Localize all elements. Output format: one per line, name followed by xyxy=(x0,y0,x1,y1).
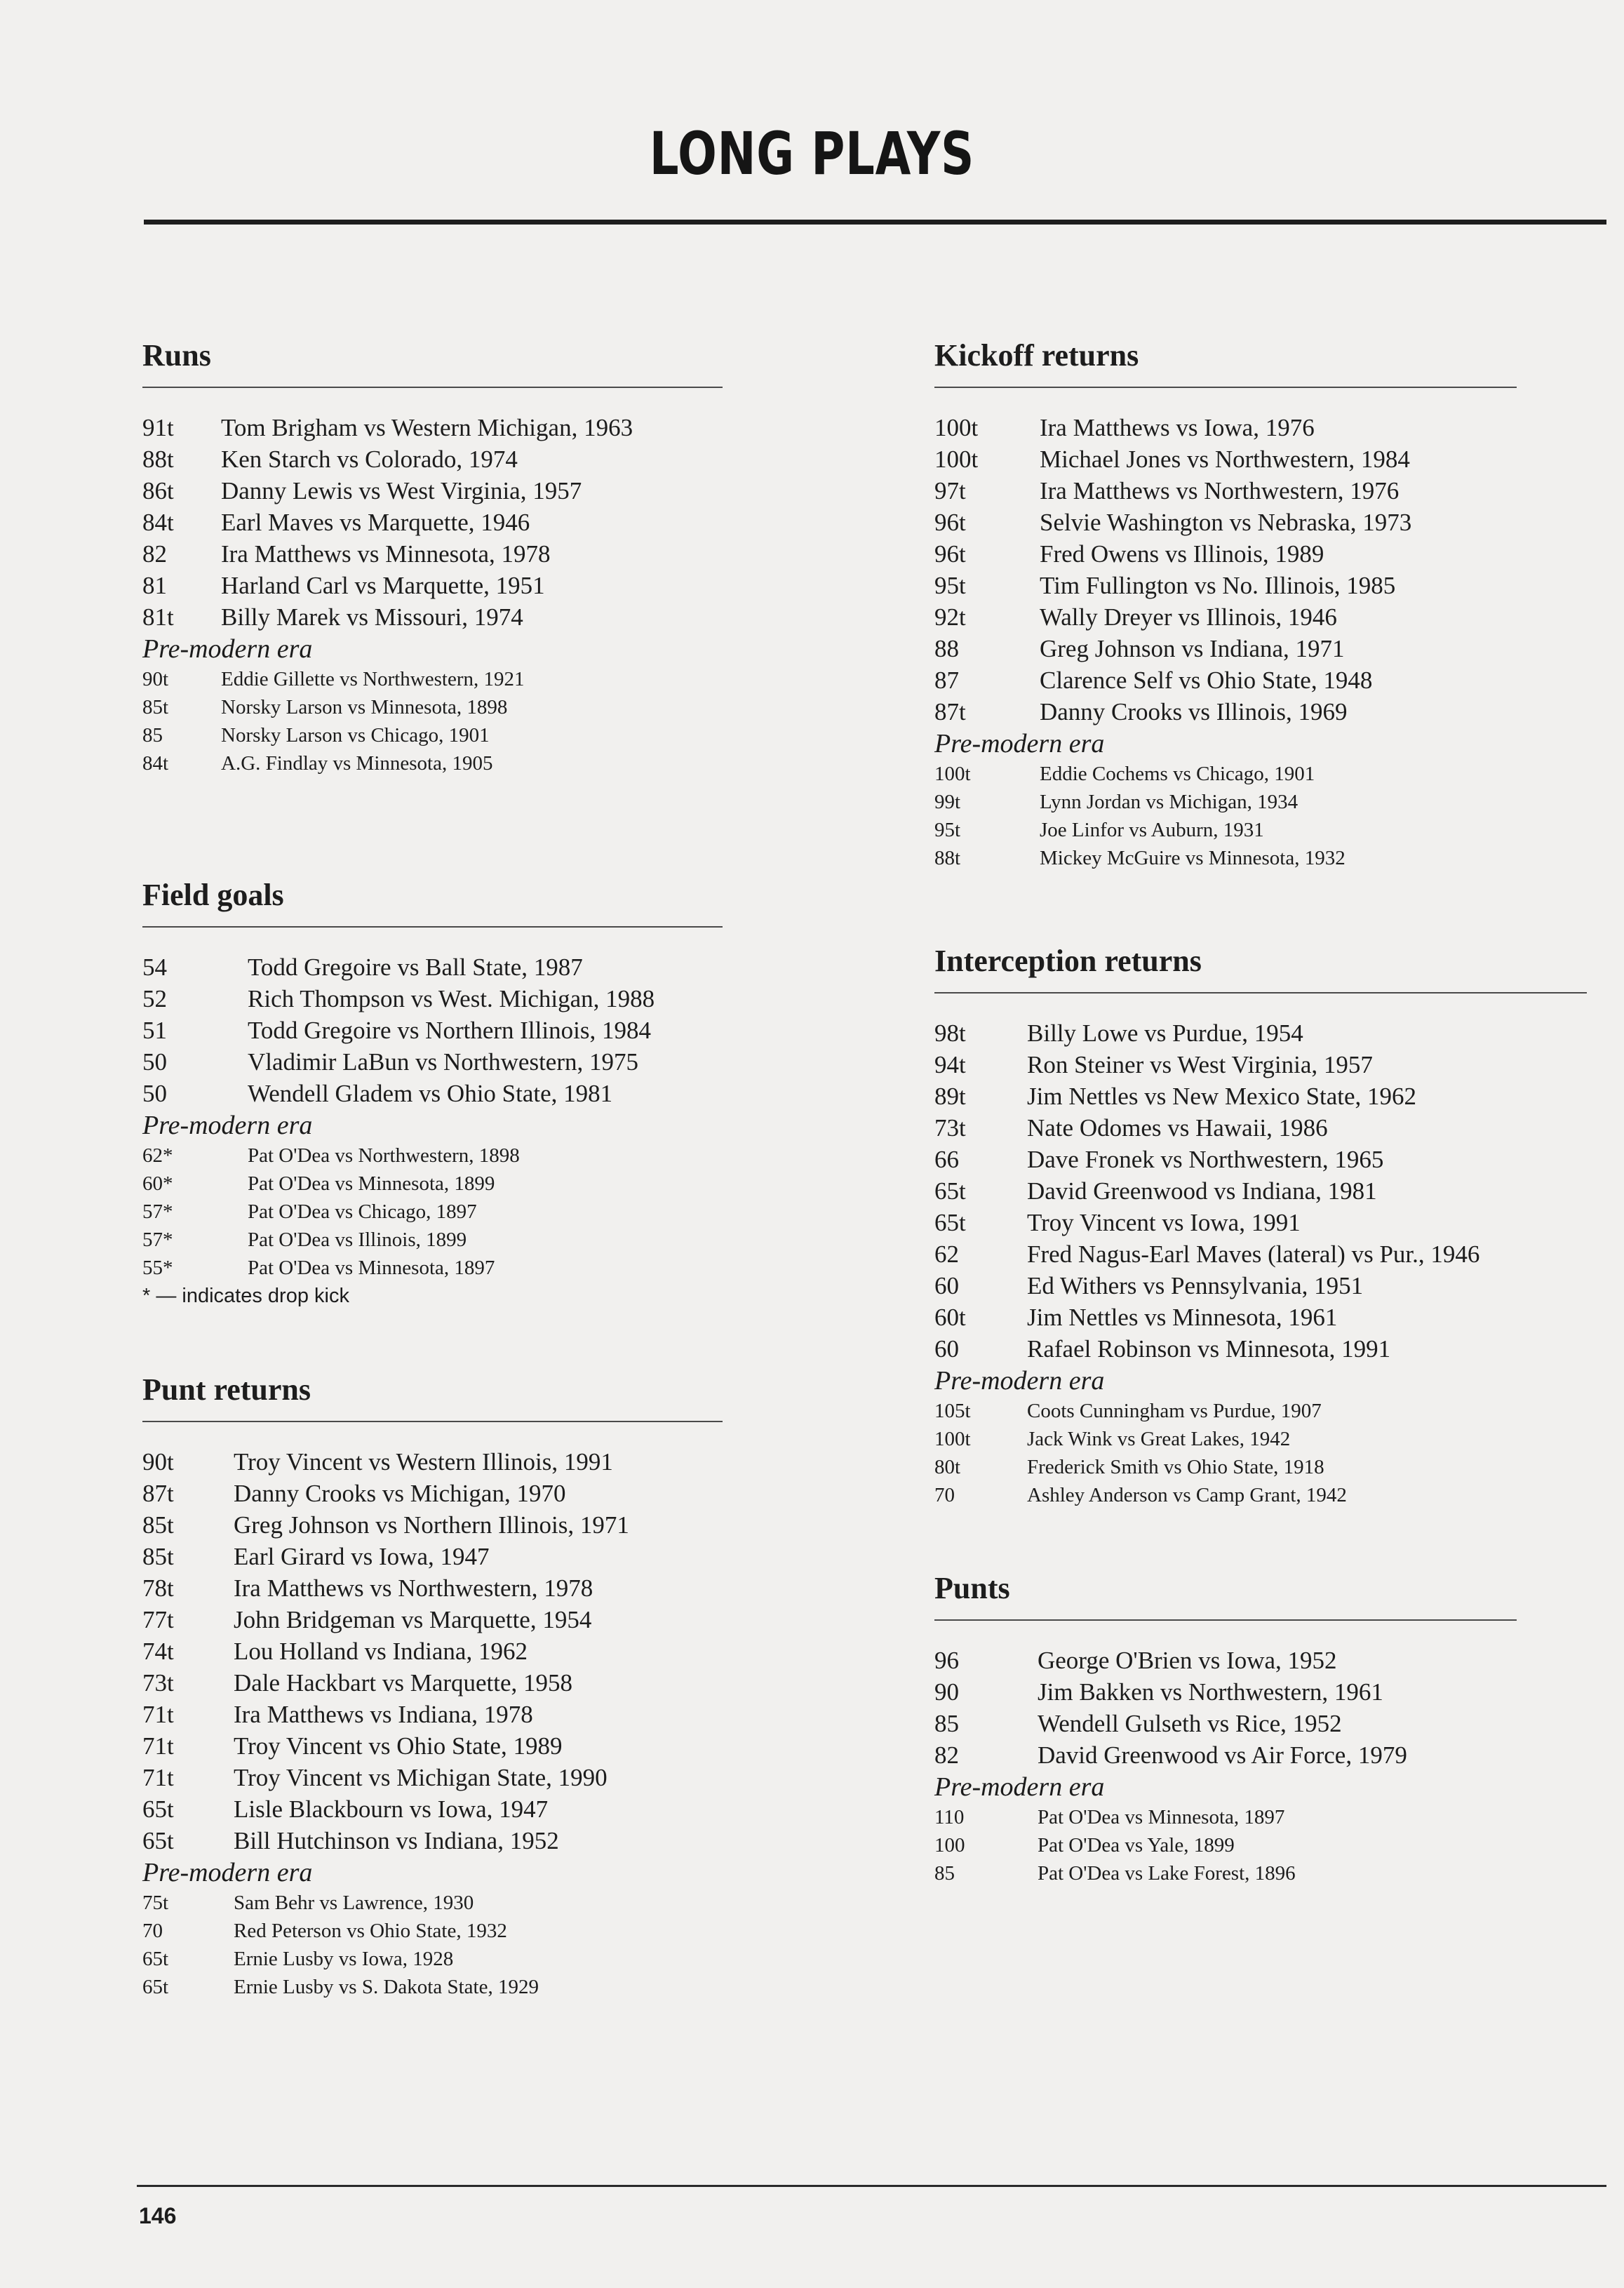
yards-value: 50 xyxy=(142,1080,167,1107)
yards-value: 85t xyxy=(142,696,169,718)
play-description: Troy Vincent vs Iowa, 1991 xyxy=(1027,1209,1301,1236)
play-description: A.G. Findlay vs Minnesota, 1905 xyxy=(221,752,493,775)
yards-value: 84t xyxy=(142,509,174,536)
pre-modern-era-label: Pre-modern era xyxy=(934,1366,1105,1396)
section-rule xyxy=(934,387,1517,388)
play-row xyxy=(934,1175,1587,1207)
play-description: Earl Maves vs Marquette, 1946 xyxy=(221,509,530,536)
yards-value: 57* xyxy=(142,1229,173,1251)
yards-value: 74t xyxy=(142,1638,174,1665)
play-description: Selvie Washington vs Nebraska, 1973 xyxy=(1040,509,1412,536)
play-row xyxy=(142,1446,723,1478)
era-play-row xyxy=(934,1425,1587,1453)
play-row xyxy=(142,1509,723,1541)
yards-value: 88 xyxy=(934,635,959,662)
play-description: Dave Fronek vs Northwestern, 1965 xyxy=(1027,1146,1384,1173)
yards-value: 85 xyxy=(142,724,163,747)
play-description: George O'Brien vs Iowa, 1952 xyxy=(1038,1647,1337,1674)
play-row xyxy=(142,1015,723,1046)
play-row xyxy=(142,1793,723,1825)
play-row xyxy=(142,1078,723,1109)
play-description: Greg Johnson vs Indiana, 1971 xyxy=(1040,635,1345,662)
play-row xyxy=(142,1604,723,1635)
play-description: Troy Vincent vs Ohio State, 1989 xyxy=(234,1732,563,1760)
play-description: Pat O'Dea vs Illinois, 1899 xyxy=(248,1229,467,1251)
era-play-row xyxy=(142,665,723,693)
play-row xyxy=(142,601,723,633)
play-row xyxy=(934,1645,1517,1676)
section-rule xyxy=(934,1619,1517,1621)
yards-value: 87 xyxy=(934,667,959,694)
yards-value: 88t xyxy=(934,847,961,869)
yards-value: 94t xyxy=(934,1051,966,1078)
section-rule xyxy=(142,387,723,388)
play-description: Norsky Larson vs Minnesota, 1898 xyxy=(221,696,508,718)
play-description: Jim Bakken vs Northwestern, 1961 xyxy=(1038,1678,1383,1706)
yards-value: 70 xyxy=(934,1484,955,1506)
yards-value: 85 xyxy=(934,1710,959,1737)
era-play-row xyxy=(142,1198,723,1226)
yards-value: 86t xyxy=(142,477,174,504)
section-heading: Interception returns xyxy=(934,944,1202,978)
era-play-row xyxy=(142,1917,723,1945)
play-row xyxy=(142,1572,723,1604)
yards-value: 92t xyxy=(934,603,966,631)
pre-modern-era-label: Pre-modern era xyxy=(142,1111,313,1140)
yards-value: 66 xyxy=(934,1146,959,1173)
yards-value: 81 xyxy=(142,572,167,599)
era-play-row xyxy=(142,749,723,777)
play-row xyxy=(934,475,1517,507)
play-description: Rich Thompson vs West. Michigan, 1988 xyxy=(248,985,655,1012)
play-description: Pat O'Dea vs Yale, 1899 xyxy=(1038,1834,1235,1857)
play-description: Pat O'Dea vs Minnesota, 1897 xyxy=(248,1257,495,1279)
play-description: Ernie Lusby vs S. Dakota State, 1929 xyxy=(234,1976,539,1998)
era-play-row xyxy=(934,1453,1587,1481)
play-row xyxy=(142,1699,723,1730)
yards-value: 78t xyxy=(142,1574,174,1602)
play-description: Rafael Robinson vs Minnesota, 1991 xyxy=(1027,1335,1391,1363)
play-description: Ira Matthews vs Iowa, 1976 xyxy=(1040,414,1315,441)
play-description: Ira Matthews vs Northwestern, 1976 xyxy=(1040,477,1400,504)
play-description: Pat O'Dea vs Minnesota, 1899 xyxy=(248,1172,495,1195)
play-description: John Bridgeman vs Marquette, 1954 xyxy=(234,1606,592,1633)
yards-value: 110 xyxy=(934,1806,965,1828)
play-row xyxy=(934,443,1517,475)
yards-value: 90t xyxy=(142,1448,174,1476)
yards-value: 71t xyxy=(142,1764,174,1791)
play-description: Ken Starch vs Colorado, 1974 xyxy=(221,446,518,473)
play-description: Ira Matthews vs Northwestern, 1978 xyxy=(234,1574,593,1602)
pre-modern-era-label: Pre-modern era xyxy=(142,1858,313,1887)
bottom-rule xyxy=(137,2185,1606,2187)
play-description: Harland Carl vs Marquette, 1951 xyxy=(221,572,545,599)
yards-value: 96t xyxy=(934,509,966,536)
play-row xyxy=(934,1049,1587,1081)
play-row xyxy=(142,475,723,507)
play-row xyxy=(142,570,723,601)
era-play-row xyxy=(934,1481,1587,1509)
yards-value: 75t xyxy=(142,1892,169,1914)
play-description: Eddie Gillette vs Northwestern, 1921 xyxy=(221,668,525,690)
play-description: Ira Matthews vs Indiana, 1978 xyxy=(234,1701,533,1728)
play-row xyxy=(142,443,723,475)
pre-modern-era-label: Pre-modern era xyxy=(142,634,313,664)
yards-value: 60* xyxy=(142,1172,173,1195)
play-description: Billy Marek vs Missouri, 1974 xyxy=(221,603,523,631)
play-row xyxy=(934,696,1517,728)
play-description: Troy Vincent vs Michigan State, 1990 xyxy=(234,1764,608,1791)
section-heading: Runs xyxy=(142,338,211,373)
play-description: Tim Fullington vs No. Illinois, 1985 xyxy=(1040,572,1396,599)
pre-modern-era-label: Pre-modern era xyxy=(934,729,1105,758)
yards-value: 65t xyxy=(934,1177,966,1205)
play-description: Pat O'Dea vs Northwestern, 1898 xyxy=(248,1144,520,1167)
play-row xyxy=(142,951,723,983)
section-punt-returns xyxy=(142,1369,723,2001)
section-rule xyxy=(142,926,723,928)
play-description: Joe Linfor vs Auburn, 1931 xyxy=(1040,819,1264,841)
play-row xyxy=(934,664,1517,696)
yards-value: 98t xyxy=(934,1019,966,1047)
play-description: Greg Johnson vs Northern Illinois, 1971 xyxy=(234,1511,629,1539)
section-kickoff-returns xyxy=(934,335,1517,872)
yards-value: 65t xyxy=(934,1209,966,1236)
play-description: David Greenwood vs Indiana, 1981 xyxy=(1027,1177,1377,1205)
yards-value: 90t xyxy=(142,668,169,690)
play-row xyxy=(934,1333,1587,1365)
play-row xyxy=(934,412,1517,443)
section-heading: Punts xyxy=(934,1571,1010,1605)
play-description: Coots Cunningham vs Purdue, 1907 xyxy=(1027,1400,1322,1422)
play-description: Pat O'Dea vs Chicago, 1897 xyxy=(248,1200,477,1223)
era-play-row xyxy=(934,1397,1587,1425)
play-description: David Greenwood vs Air Force, 1979 xyxy=(1038,1741,1407,1769)
play-row xyxy=(142,1762,723,1793)
yards-value: 100t xyxy=(934,446,979,473)
yards-value: 95t xyxy=(934,819,961,841)
play-row xyxy=(934,633,1517,664)
pre-modern-era-label: Pre-modern era xyxy=(934,1772,1105,1802)
section-punts xyxy=(934,1567,1517,1887)
play-description: Danny Lewis vs West Virginia, 1957 xyxy=(221,477,582,504)
play-description: Lynn Jordan vs Michigan, 1934 xyxy=(1040,791,1298,813)
section-interception-returns xyxy=(934,940,1587,1509)
play-row xyxy=(934,1739,1517,1771)
play-description: Lou Holland vs Indiana, 1962 xyxy=(234,1638,528,1665)
era-play-row xyxy=(142,1945,723,1973)
era-play-row xyxy=(142,1142,723,1170)
play-description: Danny Crooks vs Illinois, 1969 xyxy=(1040,698,1348,725)
play-row xyxy=(934,601,1517,633)
play-description: Todd Gregoire vs Northern Illinois, 1984 xyxy=(248,1017,651,1044)
play-description: Ashley Anderson vs Camp Grant, 1942 xyxy=(1027,1484,1347,1506)
page-title: LONG PLAYS xyxy=(649,119,975,188)
yards-value: 55* xyxy=(142,1257,173,1279)
section-runs xyxy=(142,335,723,777)
play-row xyxy=(142,507,723,538)
era-play-row xyxy=(142,1170,723,1198)
yards-value: 51 xyxy=(142,1017,167,1044)
yards-value: 87t xyxy=(142,1480,174,1507)
yards-value: 54 xyxy=(142,954,167,981)
yards-value: 82 xyxy=(142,540,167,568)
play-description: Mickey McGuire vs Minnesota, 1932 xyxy=(1040,847,1345,869)
yards-value: 65t xyxy=(142,1948,169,1970)
era-play-row xyxy=(934,816,1517,844)
play-description: Ed Withers vs Pennsylvania, 1951 xyxy=(1027,1272,1364,1299)
play-row xyxy=(934,1676,1517,1708)
yards-value: 73t xyxy=(142,1669,174,1697)
play-row xyxy=(934,1081,1587,1112)
yards-value: 65t xyxy=(142,1976,169,1998)
play-description: Vladimir LaBun vs Northwestern, 1975 xyxy=(248,1048,638,1076)
play-row xyxy=(934,1270,1587,1302)
play-description: Earl Girard vs Iowa, 1947 xyxy=(234,1543,490,1570)
play-row xyxy=(142,538,723,570)
footnote: * — indicates drop kick xyxy=(142,1285,349,1307)
era-play-row xyxy=(142,1973,723,2001)
yards-value: 84t xyxy=(142,752,169,775)
play-description: Billy Lowe vs Purdue, 1954 xyxy=(1027,1019,1303,1047)
yards-value: 62 xyxy=(934,1240,959,1268)
play-row xyxy=(934,538,1517,570)
play-row xyxy=(142,412,723,443)
play-row xyxy=(142,983,723,1015)
play-description: Jack Wink vs Great Lakes, 1942 xyxy=(1027,1428,1291,1450)
play-row xyxy=(934,1207,1587,1238)
play-description: Lisle Blackbourn vs Iowa, 1947 xyxy=(234,1795,549,1823)
play-row xyxy=(142,1541,723,1572)
play-row xyxy=(142,1478,723,1509)
play-description: Norsky Larson vs Chicago, 1901 xyxy=(221,724,490,747)
section-heading: Kickoff returns xyxy=(934,338,1139,373)
yards-value: 60 xyxy=(934,1335,959,1363)
yards-value: 50 xyxy=(142,1048,167,1076)
yards-value: 99t xyxy=(934,791,961,813)
page-number: 146 xyxy=(139,2203,177,2228)
play-description: Wendell Gulseth vs Rice, 1952 xyxy=(1038,1710,1342,1737)
era-play-row xyxy=(142,1226,723,1254)
era-play-row xyxy=(142,1889,723,1917)
yards-value: 85 xyxy=(934,1862,955,1885)
yards-value: 105t xyxy=(934,1400,971,1422)
play-row xyxy=(934,1017,1587,1049)
play-description: Troy Vincent vs Western Illinois, 1991 xyxy=(234,1448,613,1476)
play-description: Ron Steiner vs West Virginia, 1957 xyxy=(1027,1051,1373,1078)
play-row xyxy=(142,1667,723,1699)
play-row xyxy=(142,1635,723,1667)
section-field-goals xyxy=(142,874,723,1310)
era-play-row xyxy=(934,1859,1517,1887)
play-description: Todd Gregoire vs Ball State, 1987 xyxy=(248,954,583,981)
play-description: Tom Brigham vs Western Michigan, 1963 xyxy=(221,414,633,441)
yards-value: 100t xyxy=(934,1428,971,1450)
play-description: Fred Owens vs Illinois, 1989 xyxy=(1040,540,1324,568)
play-description: Jim Nettles vs Minnesota, 1961 xyxy=(1027,1304,1338,1331)
yards-value: 85t xyxy=(142,1511,174,1539)
play-description: Pat O'Dea vs Minnesota, 1897 xyxy=(1038,1806,1285,1828)
play-row xyxy=(934,1302,1587,1333)
yards-value: 82 xyxy=(934,1741,959,1769)
yards-value: 62* xyxy=(142,1144,173,1167)
yards-value: 77t xyxy=(142,1606,174,1633)
play-description: Pat O'Dea vs Lake Forest, 1896 xyxy=(1038,1862,1296,1885)
play-description: Red Peterson vs Ohio State, 1932 xyxy=(234,1920,507,1942)
yards-value: 100t xyxy=(934,414,979,441)
yards-value: 65t xyxy=(142,1795,174,1823)
yards-value: 81t xyxy=(142,603,174,631)
play-description: Clarence Self vs Ohio State, 1948 xyxy=(1040,667,1373,694)
title-rule xyxy=(144,220,1606,225)
play-description: Frederick Smith vs Ohio State, 1918 xyxy=(1027,1456,1324,1478)
play-description: Jim Nettles vs New Mexico State, 1962 xyxy=(1027,1083,1417,1110)
play-description: Wendell Gladem vs Ohio State, 1981 xyxy=(248,1080,613,1107)
era-play-row xyxy=(142,693,723,721)
yards-value: 95t xyxy=(934,572,966,599)
section-rule xyxy=(142,1421,723,1422)
play-row xyxy=(934,1112,1587,1144)
play-row xyxy=(142,1825,723,1857)
play-row xyxy=(142,1046,723,1078)
play-description: Danny Crooks vs Michigan, 1970 xyxy=(234,1480,566,1507)
yards-value: 96 xyxy=(934,1647,959,1674)
play-row xyxy=(934,1144,1587,1175)
play-row xyxy=(934,570,1517,601)
yards-value: 91t xyxy=(142,414,174,441)
yards-value: 52 xyxy=(142,985,167,1012)
yards-value: 100t xyxy=(934,763,971,785)
play-description: Sam Behr vs Lawrence, 1930 xyxy=(234,1892,474,1914)
play-row xyxy=(934,1708,1517,1739)
play-description: Nate Odomes vs Hawaii, 1986 xyxy=(1027,1114,1328,1142)
era-play-row xyxy=(934,760,1517,788)
era-play-row xyxy=(934,1803,1517,1831)
yards-value: 90 xyxy=(934,1678,959,1706)
play-description: Ira Matthews vs Minnesota, 1978 xyxy=(221,540,551,568)
yards-value: 87t xyxy=(934,698,966,725)
era-play-row xyxy=(934,788,1517,816)
play-description: Dale Hackbart vs Marquette, 1958 xyxy=(234,1669,573,1697)
era-play-row xyxy=(934,844,1517,872)
yards-value: 88t xyxy=(142,446,174,473)
yards-value: 65t xyxy=(142,1827,174,1854)
yards-value: 73t xyxy=(934,1114,966,1142)
section-heading: Punt returns xyxy=(142,1372,311,1407)
play-description: Fred Nagus-Earl Maves (lateral) vs Pur., 1946 xyxy=(1027,1240,1480,1268)
era-play-row xyxy=(934,1831,1517,1859)
yards-value: 89t xyxy=(934,1083,966,1110)
yards-value: 71t xyxy=(142,1732,174,1760)
yards-value: 57* xyxy=(142,1200,173,1223)
era-play-row xyxy=(142,1254,723,1282)
yards-value: 60 xyxy=(934,1272,959,1299)
section-rule xyxy=(934,992,1587,994)
yards-value: 80t xyxy=(934,1456,961,1478)
yards-value: 71t xyxy=(142,1701,174,1728)
play-row xyxy=(142,1730,723,1762)
play-description: Michael Jones vs Northwestern, 1984 xyxy=(1040,446,1410,473)
yards-value: 70 xyxy=(142,1920,163,1942)
yards-value: 85t xyxy=(142,1543,174,1570)
section-heading: Field goals xyxy=(142,878,284,912)
play-description: Bill Hutchinson vs Indiana, 1952 xyxy=(234,1827,559,1854)
yards-value: 60t xyxy=(934,1304,966,1331)
play-description: Wally Dreyer vs Illinois, 1946 xyxy=(1040,603,1337,631)
play-row xyxy=(934,1238,1587,1270)
play-description: Eddie Cochems vs Chicago, 1901 xyxy=(1040,763,1315,785)
era-play-row xyxy=(142,721,723,749)
play-row xyxy=(934,507,1517,538)
yards-value: 97t xyxy=(934,477,966,504)
yards-value: 96t xyxy=(934,540,966,568)
play-description: Ernie Lusby vs Iowa, 1928 xyxy=(234,1948,454,1970)
yards-value: 100 xyxy=(934,1834,965,1857)
